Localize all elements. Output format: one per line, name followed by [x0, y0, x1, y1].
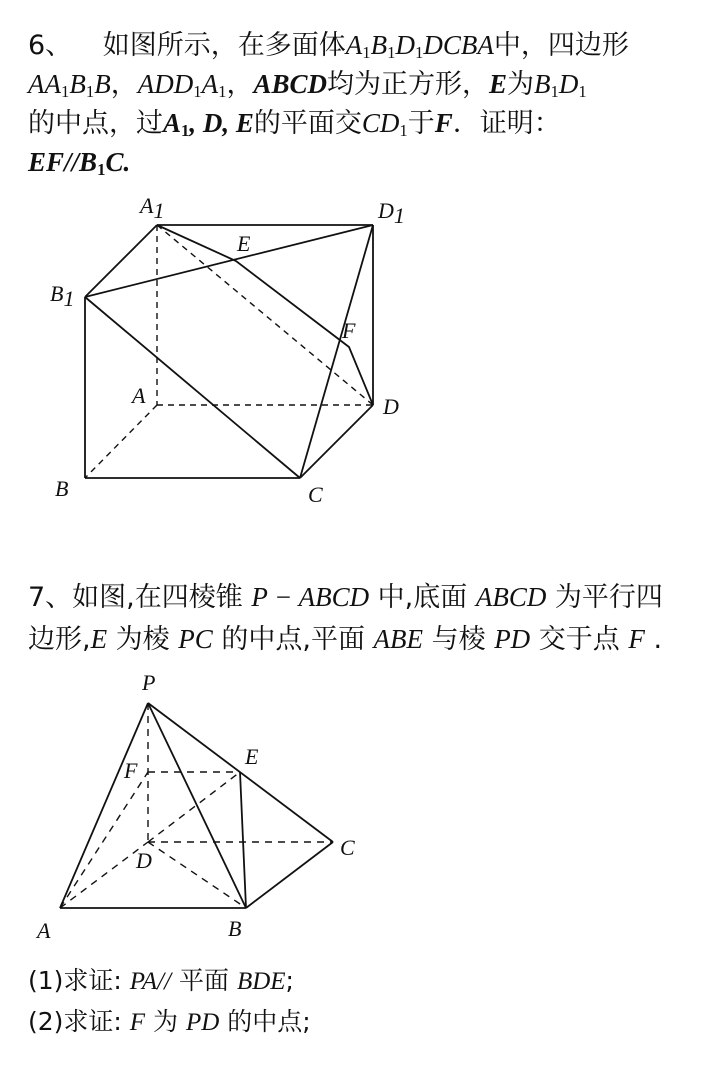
plane-bde: BDE [236, 968, 286, 995]
quad-add1a1: $ADD_1A_1$ [137, 69, 227, 102]
edge-c-d1 [300, 225, 373, 478]
segment-pd: PD [185, 1009, 220, 1036]
segment-e-b [240, 772, 246, 908]
segment-cd1: $CD_1$ [361, 108, 408, 141]
edge-b-c [246, 842, 333, 908]
question-2: (2)求证: F 为 PD 的中点; [28, 1007, 311, 1036]
point-f: F [129, 1009, 146, 1036]
statement-ef-parallel-b1c: $EF//B_1C$. [28, 147, 131, 180]
segment-b1d1: $B_1D_1$ [534, 69, 587, 102]
polyhedron-figure [0, 0, 719, 520]
base-abcd: ABCD [475, 582, 547, 612]
question-1: (1)求证: PA// 平面 BDE; [28, 966, 294, 995]
quad-abcd: ABCD [253, 69, 328, 99]
label-a: A [132, 383, 146, 408]
edge-a1-b1 [85, 225, 157, 297]
point-e: E [489, 69, 508, 99]
point-e: E [90, 624, 108, 654]
hidden-segment-d-b [148, 842, 246, 908]
label-a: A [37, 918, 51, 943]
edge-pc: PC [178, 624, 213, 654]
problem7-line1: 7、如图,在四棱锥 P − ABCD 中,底面 ABCD 为平行四 [28, 582, 663, 613]
edge-b1-c [85, 297, 300, 478]
label-p: P [142, 670, 156, 695]
label-c: C [308, 482, 323, 507]
line-pa: PA [129, 968, 158, 995]
solid-name: $A_1B_1D_1DCBA$ [345, 30, 494, 63]
problem6-line2: $AA_1B_1B$，$ADD_1A_1$，ABCD均为正方形，E为$B_1D_1$ [28, 69, 587, 102]
problem-number: 6、 [28, 30, 73, 61]
label-b: B [228, 916, 242, 941]
label-b1: B1 [50, 281, 75, 311]
problem6-line3: 的中点，过$A_1$, D, E的平面交$CD_1$于F．证明： [28, 108, 561, 141]
hidden-segment-a-f [60, 772, 148, 908]
label-e: E [237, 231, 251, 256]
problem7-line2: 边形,E 为棱 PC 的中点,平面 ABE 与棱 PD 交于点 F . [28, 624, 663, 655]
plane-abe: ABE [373, 624, 424, 654]
points-a1de: $A_1$, D, E [163, 108, 254, 141]
edge-b1-d1 [85, 225, 373, 297]
label-d: D [383, 394, 399, 419]
problem6-text: 如图所示，在多面体 [102, 30, 346, 61]
edge-pd: PD [494, 624, 531, 654]
edge-p-a [60, 703, 148, 908]
label-d1: D1 [378, 198, 405, 228]
label-a1: A1 [140, 193, 165, 223]
label-e: E [245, 744, 259, 769]
hidden-segment-d-e [148, 772, 240, 842]
label-f: F [124, 758, 138, 783]
edge-p-b [148, 703, 246, 908]
quad-aa1b1b: $AA_1B_1B$ [28, 69, 111, 102]
pyramid-name: P − ABCD [251, 582, 370, 612]
problem6-text: 中，四边形 [493, 30, 629, 61]
label-c: C [340, 835, 355, 860]
hidden-edge-a-b [85, 405, 157, 478]
point-f: F [628, 624, 645, 654]
point-f: F [434, 108, 453, 138]
pyramid-figure [0, 660, 719, 980]
label-f: F [342, 318, 356, 343]
label-b: B [55, 476, 69, 501]
label-d: D [136, 848, 152, 873]
